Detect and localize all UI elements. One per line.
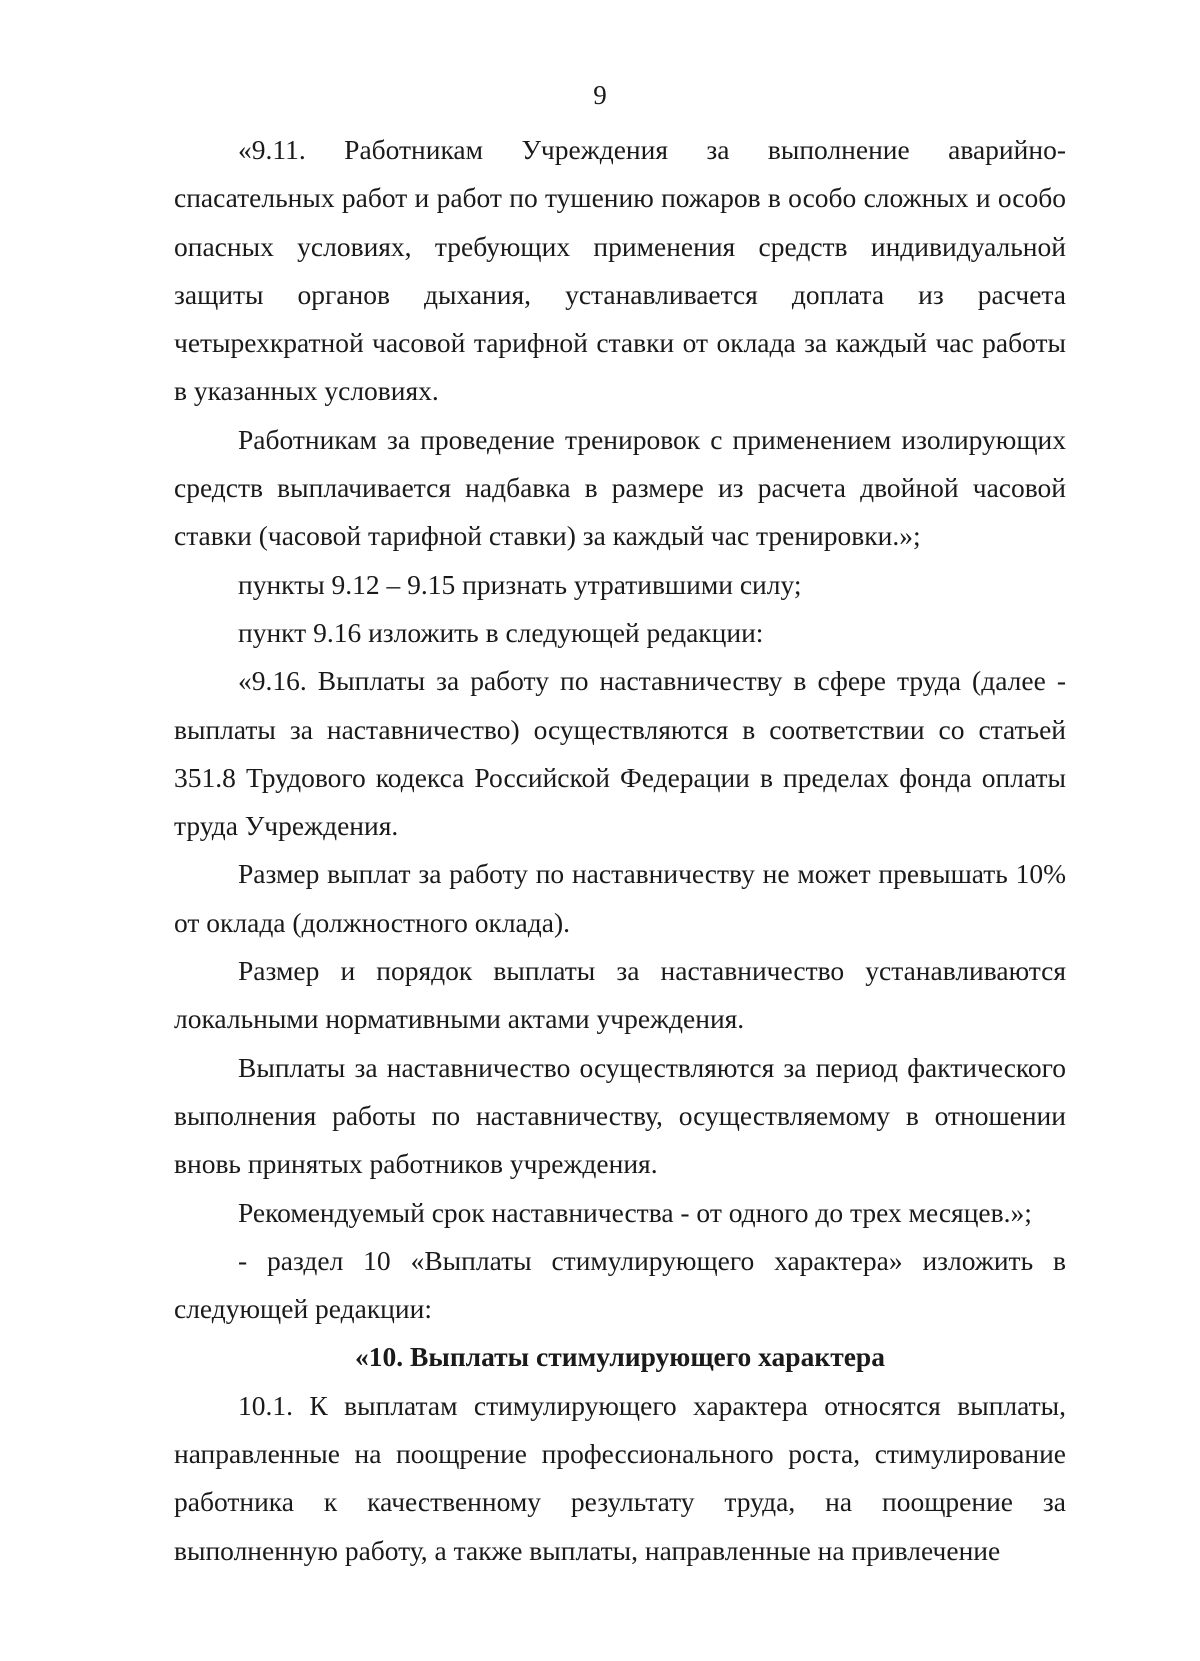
- paragraph-mentoring-term: Рекомендуемый срок наставничества - от одного до трех месяцев.»;: [238, 1196, 1032, 1228]
- paragraph-section-10-intro: - раздел 10 «Выплаты стимулирующего характера» изложить в следующей редакции:: [174, 1244, 1066, 1325]
- paragraph-9-16-intro: пункт 9.16 изложить в следующей редакции:: [238, 616, 764, 648]
- paragraph-mentoring-order: Размер и порядок выплаты за наставничество устанавливаются локальными нормативными актами учреждения.: [174, 955, 1066, 1035]
- paragraph-repeal-9-12-9-15: пункты 9.12 – 9.15 признать утратившими силу;: [238, 568, 802, 600]
- paragraph-training-allowance: Работникам за проведение тренировок с применением изолирующих средств выплачивается надбавка в размере из расчета двойной часовой ставки (часовой тарифной ставки) за каждый час тренировки.»;: [174, 423, 1066, 552]
- paragraph-10-1: 10.1. К выплатам стимулирующего характера относятся выплаты, направленные на поощрение профессионального роста, стимулирование работника к качественному результату труда, на поощрение за выполненную работу, а также выплаты, направленные на привлечение: [174, 1389, 1066, 1566]
- section-heading: «10. Выплаты стимулирующего характера: [355, 1341, 885, 1373]
- paragraph-9-16: «9.16. Выплаты за работу по наставничеству в сфере труда (далее - выплаты за наставничество) осуществляются в соответствии со статьей 351.8 Трудового кодекса Российской Федерации в пределах фонда оплаты труда Учреждения.: [174, 665, 1066, 842]
- document-body: [174, 126, 1066, 1575]
- paragraph-mentoring-period: Выплаты за наставничество осуществляются за период фактического выполнения работы по наставничеству, осуществляемому в отношении вновь принятых работников учреждения.: [174, 1051, 1066, 1180]
- page-number: 9: [593, 80, 607, 110]
- paragraph-mentoring-limit: Размер выплат за работу по наставничеству не может превышать 10% от оклада (должностного оклада).: [174, 858, 1066, 938]
- paragraph-9-11: «9.11. Работникам Учреждения за выполнение аварийно-спасательных работ и работ по тушению пожаров в особо сложных и особо опасных условиях, требующих применения средств индивидуальной защиты органов дыхания, устанавливается доплата из расчета четырехкратной часовой тарифной ставки от оклада за каждый час работы в указанных условиях.: [174, 134, 1066, 407]
